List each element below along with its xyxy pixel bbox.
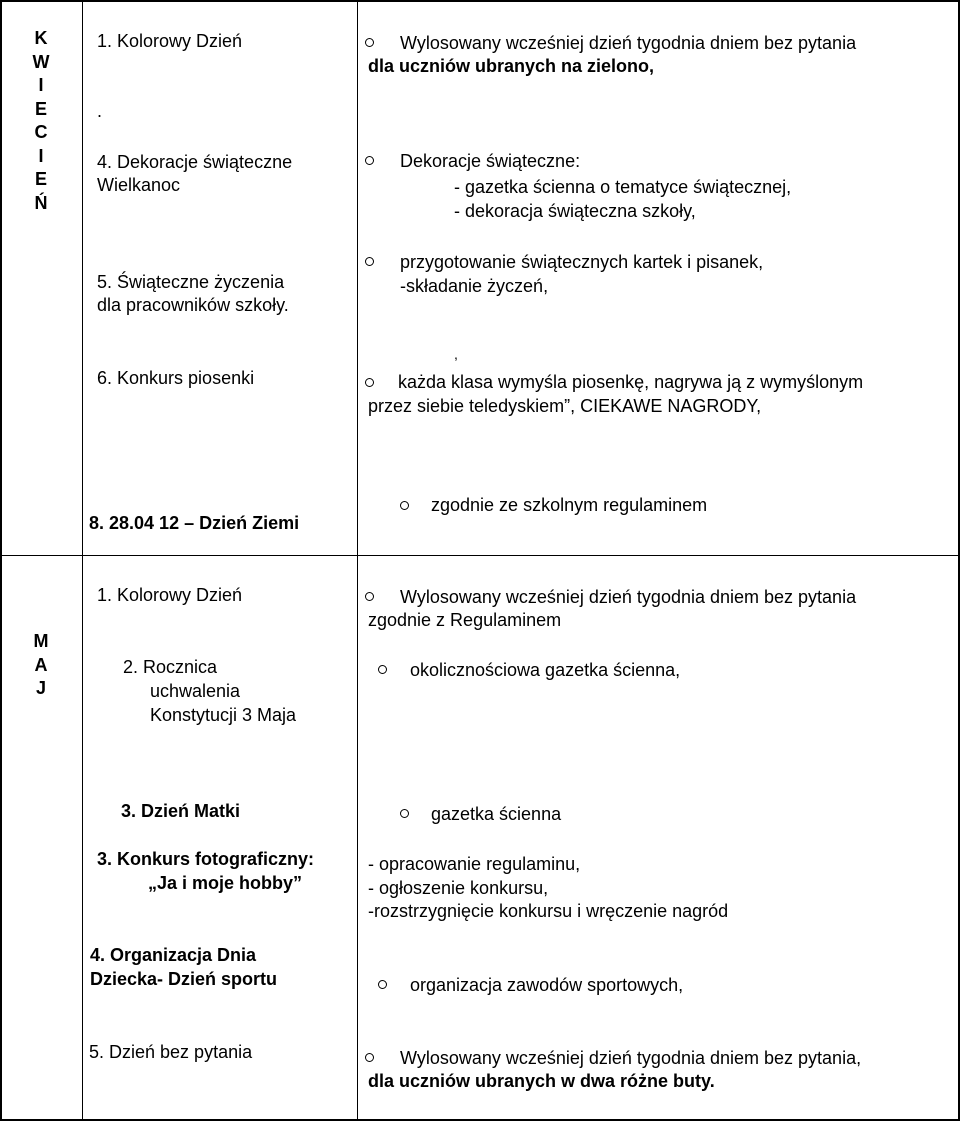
may-desc-4-l2: - ogłoszenie konkursu, [368,878,549,898]
april-event-dekoracje-l2: Wielkanoc [97,175,181,195]
april-desc-4-comma: , [454,346,458,362]
month-letter: C [34,122,48,142]
month-letter: K [34,28,48,48]
may-desc-1-l1: Wylosowany wcześniej dzień tygodnia dniem bez pytania [400,587,857,607]
bullet-icon [365,1053,374,1062]
april-event-dekoracje-l1: 4. Dekoracje świąteczne [97,152,293,172]
may-desc-6-l1: Wylosowany wcześniej dzień tygodnia dniem bez pytania, [400,1048,862,1068]
april-event-zyczenia-l2: dla pracowników szkoły. [97,295,289,315]
table-border-bottom [0,1119,960,1121]
bullet-icon [365,156,374,165]
may-event-konstytucja-l1: 2. Rocznica [123,657,218,677]
may-event-dzien-dziecka-l1: 4. Organizacja Dnia [90,945,257,965]
month-letter: W [32,51,50,72]
may-event-kolorowy-dzien: 1. Kolorowy Dzień [97,585,243,605]
may-desc-5-l1: organizacja zawodów sportowych, [410,975,684,995]
april-desc-1-l2: dla uczniów ubranych na zielono, [368,56,655,76]
month-letter: J [35,678,46,698]
bullet-icon [400,809,409,818]
table-border-left [0,0,2,1121]
bullet-icon [378,665,387,674]
month-letter: Ń [34,192,48,213]
table-border-right [958,0,960,1121]
may-desc-2-l1: okolicznościowa gazetka ścienna, [410,660,681,680]
april-desc-2-l2: - gazetka ścienna o tematyce świątecznej, [454,177,792,197]
april-desc-4-l2: przez siebie teledyskiem”, CIEKAWE NAGRODY, [368,396,762,416]
may-desc-4-l1: - opracowanie regulaminu, [368,854,581,874]
may-event-konkurs-foto-l2: „Ja i moje hobby” [148,873,303,893]
bullet-icon [365,592,374,601]
april-desc-5-l1: zgodnie ze szkolnym regulaminem [431,495,708,515]
column-divider-month [82,0,83,1121]
bullet-icon [378,980,387,989]
april-desc-3-l1: przygotowanie świątecznych kartek i pisanek, [400,252,764,272]
month-letter: M [33,631,49,651]
month-label-may [26,630,56,701]
month-letter: E [34,98,47,119]
bullet-icon [400,501,409,510]
april-desc-3-l2: -składanie życzeń, [400,276,549,296]
may-event-konstytucja-l2: uchwalenia [150,681,241,701]
may-event-dzien-dziecka-l2: Dziecka- Dzień sportu [90,969,278,989]
column-divider-events [357,0,358,1121]
bullet-icon [365,378,374,387]
april-desc-1-l1: Wylosowany wcześniej dzień tygodnia dniem bez pytania [400,33,857,53]
april-event-kolorowy-dzien: 1. Kolorowy Dzień [97,31,243,51]
month-letter: E [34,169,47,189]
april-event-dzien-ziemi: 8. 28.04 12 – Dzień Ziemi [89,513,300,533]
may-event-konstytucja-l3: Konstytucji 3 Maja [150,705,297,725]
table-border-top [0,0,960,2]
month-letter: I [38,145,44,166]
april-desc-4-l1: każda klasa wymyśla piosenkę, nagrywa ją z wymyślonym [398,372,864,392]
may-desc-4-l3: -rozstrzygnięcie konkursu i wręczenie nagród [368,901,729,921]
april-desc-2-l1: Dekoracje świąteczne: [400,151,581,171]
may-desc-3-l1: gazetka ścienna [431,804,562,824]
row-divider-april-may [0,555,960,556]
april-desc-2-l3: - dekoracja świąteczna szkoły, [454,201,696,221]
april-event-dot: . [97,101,103,121]
may-desc-1-l2: zgodnie z Regulaminem [368,610,562,630]
may-event-dzien-bez-pytania: 5. Dzień bez pytania [89,1042,253,1062]
april-event-konkurs-piosenki: 6. Konkurs piosenki [97,368,255,388]
bullet-icon [365,38,374,47]
month-letter: A [34,654,48,675]
april-event-zyczenia-l1: 5. Świąteczne życzenia [97,272,285,292]
may-event-konkurs-foto-l1: 3. Konkurs fotograficzny: [97,849,315,869]
may-event-dzien-matki: 3. Dzień Matki [121,801,241,821]
may-desc-6-l2: dla uczniów ubranych w dwa różne buty. [368,1071,715,1091]
bullet-icon [365,257,374,266]
month-label-april [26,27,56,215]
month-letter: I [38,75,44,95]
